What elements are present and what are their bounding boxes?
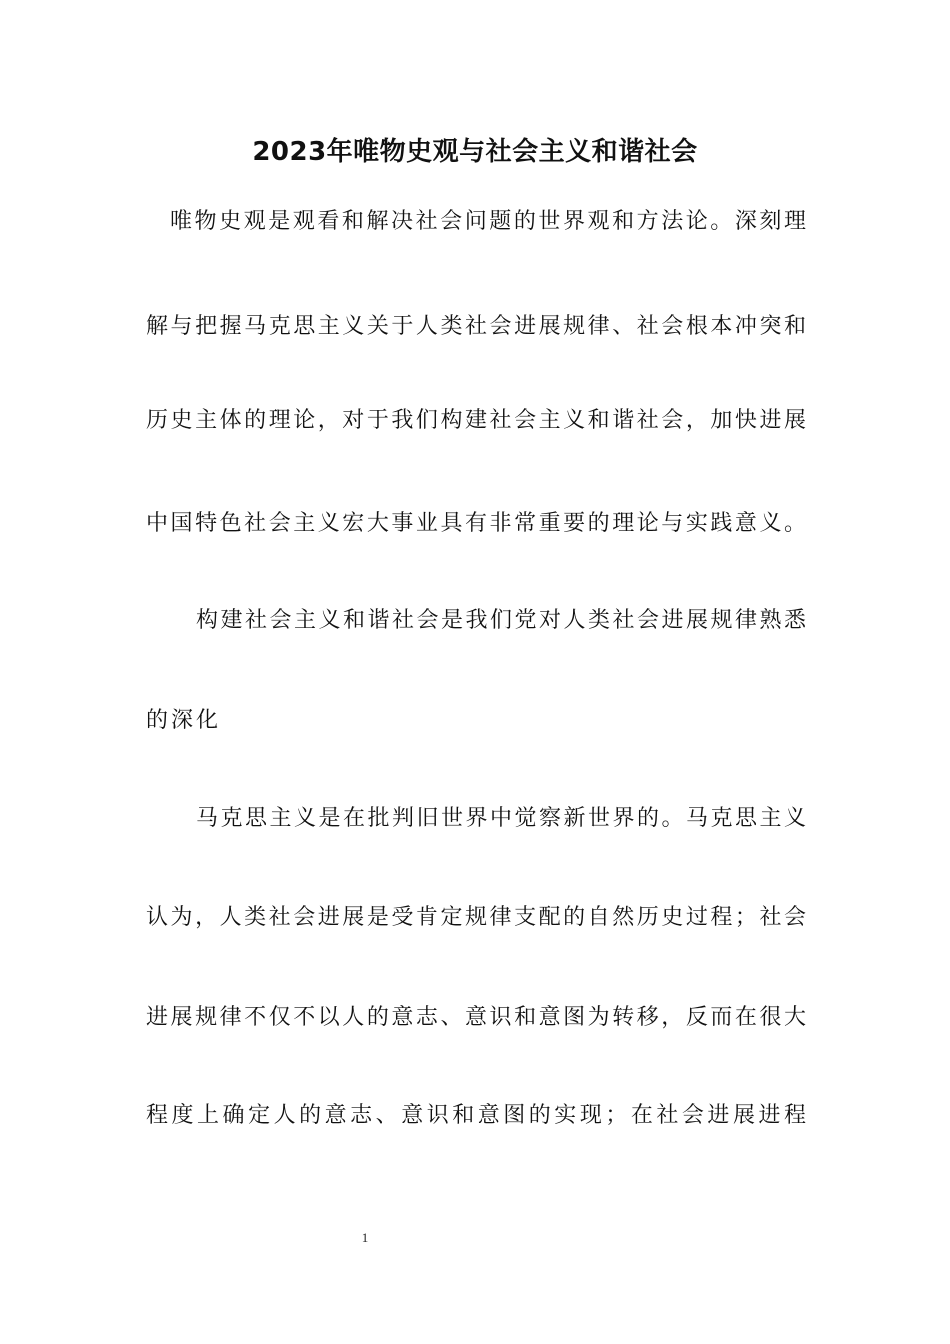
- paragraph-line: 构建社会主义和谐社会是我们党对人类社会进展规律熟悉: [196, 608, 806, 633]
- page-number: 1: [361, 1230, 369, 1245]
- paragraph-line: 历史主体的理论，对于我们构建社会主义和谐社会，加快进展: [146, 408, 806, 433]
- paragraph-line: 程度上确定人的意志、意识和意图的实现；在社会进展进程: [146, 1103, 806, 1128]
- paragraph-line: 中国特色社会主义宏大事业具有非常重要的理论与实践意义。: [146, 511, 806, 536]
- paragraph-line: 唯物史观是观看和解决社会问题的世界观和方法论。深刻理: [170, 209, 806, 234]
- paragraph-line: 的深化: [146, 708, 222, 733]
- paragraph-line: 马克思主义是在批判旧世界中觉察新世界的。马克思主义: [196, 806, 806, 831]
- paragraph-line: 进展规律不仅不以人的意志、意识和意图为转移，反而在很大: [146, 1005, 806, 1030]
- document-title: 2023年唯物史观与社会主义和谐社会: [252, 137, 698, 167]
- paragraph-line: 认为，人类社会进展是受肯定规律支配的自然历史过程；社会: [146, 905, 806, 930]
- paragraph-line: 解与把握马克思主义关于人类社会进展规律、社会根本冲突和: [146, 314, 806, 339]
